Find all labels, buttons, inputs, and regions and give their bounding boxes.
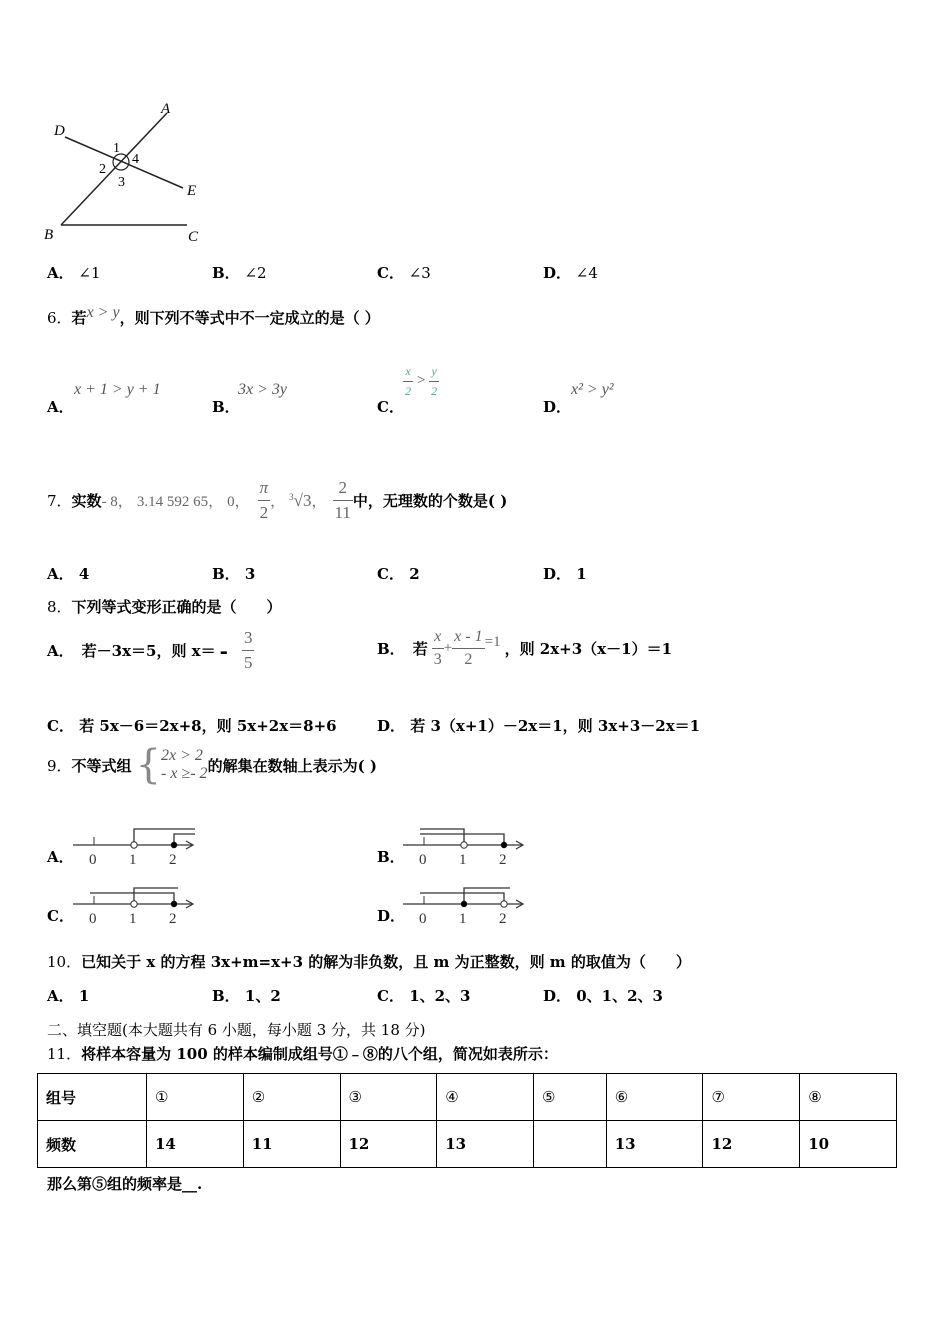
q10-stem <box>47 951 691 972</box>
separator: ， <box>311 494 327 510</box>
option-letter: D． <box>377 717 406 735</box>
table-cell: 频数 <box>38 1121 147 1168</box>
angle-label-2: 2 <box>99 162 106 177</box>
q7-stem <box>47 478 507 523</box>
q5-option-b[interactable] <box>212 262 267 283</box>
tick-label: 0 <box>419 852 427 868</box>
option-letter: B． <box>212 398 240 416</box>
numerator: x <box>434 628 442 645</box>
q7-option-c[interactable] <box>377 563 420 584</box>
minus-sign: - <box>219 638 228 663</box>
option-letter: A． <box>47 848 74 866</box>
q7-option-a[interactable] <box>47 563 89 584</box>
denominator: 5 <box>243 653 253 672</box>
frequency-table <box>37 1073 897 1168</box>
stem-text: 已知关于 x 的方程 3x+m=x+3 的解为非负数，且 m 为正整数，则 m 的取值为（ ） <box>81 953 691 971</box>
inequality-1: 2x > 2 <box>161 747 203 764</box>
table-cell: ① <box>147 1074 244 1121</box>
q7-option-b[interactable] <box>212 563 255 584</box>
q10-option-d[interactable] <box>543 985 663 1006</box>
root-index: 3 <box>289 491 294 502</box>
numerator: π <box>259 478 269 497</box>
tick-label: 1 <box>459 852 467 868</box>
q6-option-a-expr: x + 1 > y + 1 <box>74 381 161 398</box>
denominator: 2 <box>464 651 473 668</box>
option-letter: B． <box>212 264 240 282</box>
numerator: x - 1 <box>454 628 483 645</box>
q8-option-b[interactable] <box>377 628 672 669</box>
question-number: 7． <box>47 492 72 510</box>
q5-option-a[interactable] <box>47 262 101 283</box>
tick-label: 2 <box>499 911 507 927</box>
q6-option-d-expr: x² > y² <box>571 381 614 398</box>
q10-option-a[interactable] <box>47 985 89 1006</box>
table-cell: 13 <box>606 1121 703 1168</box>
equals-one: =1 <box>484 634 501 650</box>
table-cell <box>534 1121 607 1168</box>
section-heading: 二、填空题(本大题共有 6 小题，每小题 3 分，共 18 分) <box>47 1021 426 1039</box>
numerator: y <box>431 364 437 378</box>
tick-label: 1 <box>459 911 467 927</box>
table-cell: ⑦ <box>703 1074 800 1121</box>
q5-option-c[interactable] <box>377 262 431 283</box>
q8-option-d[interactable] <box>377 715 700 736</box>
table-cell: ⑧ <box>800 1074 897 1121</box>
question-number: 10． <box>47 953 82 971</box>
option-letter: C． <box>377 565 404 583</box>
angle-label-4: 4 <box>132 152 139 167</box>
q9-number-line-a <box>70 823 205 868</box>
option-letter: B． <box>212 987 240 1005</box>
option-text: 若 <box>412 640 428 658</box>
option-text: 1、2、3 <box>409 987 471 1005</box>
angle-figure <box>40 95 220 250</box>
numerator: 3 <box>243 628 253 647</box>
table-cell: ③ <box>340 1074 437 1121</box>
q5-option-d[interactable] <box>543 262 598 283</box>
table-cell: 13 <box>437 1121 534 1168</box>
denominator: 2 <box>405 384 411 398</box>
stem-text: 不等式组 <box>71 756 132 775</box>
option-text: 4 <box>78 565 90 583</box>
tick-label: 2 <box>169 852 177 868</box>
tick-label: 2 <box>499 852 507 868</box>
question-number: 11． <box>47 1045 82 1063</box>
option-letter: A． <box>47 642 74 660</box>
table-cell: 组号 <box>38 1074 147 1121</box>
table-row <box>38 1121 897 1168</box>
q7-option-d[interactable] <box>543 563 587 584</box>
option-letter: D． <box>377 907 406 925</box>
label-D: D <box>54 123 65 139</box>
q6-option-b-expr: 3x > 3y <box>238 381 287 398</box>
number-neg8: - 8， <box>101 494 133 510</box>
q9-number-line-b <box>400 823 535 868</box>
angle-label-1: 1 <box>113 141 120 156</box>
q6-option-a[interactable] <box>47 396 74 417</box>
option-letter: D． <box>543 398 572 416</box>
option-letter: D． <box>543 565 572 583</box>
option-text: ∠2 <box>244 264 267 282</box>
tick-label: 2 <box>169 911 177 927</box>
q6-option-c[interactable] <box>377 396 404 417</box>
table-cell: ⑥ <box>606 1074 703 1121</box>
table-row <box>38 1074 897 1121</box>
stem-text: ，则下列不等式中不一定成立的是（ ） <box>119 309 380 327</box>
label-A: A <box>161 101 171 117</box>
option-letter: A． <box>47 398 74 416</box>
tick-label: 1 <box>129 852 137 868</box>
q6-stem <box>47 304 380 328</box>
separator: ， <box>270 494 286 510</box>
label-C: C <box>188 229 199 245</box>
q9-number-line-c <box>70 882 205 927</box>
option-text: 若 3（x+1）－2x＝1，则 3x+3－2x＝1 <box>410 717 701 735</box>
tick-label: 0 <box>89 911 97 927</box>
option-letter: C． <box>377 398 404 416</box>
label-E: E <box>187 183 197 199</box>
stem-text: 的解集在数轴上表示为( ) <box>207 756 377 775</box>
table-cell: ② <box>243 1074 340 1121</box>
option-text: ∠3 <box>408 264 431 282</box>
denominator: 11 <box>334 503 351 522</box>
option-text: 若 5x－6＝2x+8，则 5x+2x＝8+6 <box>79 717 337 735</box>
numerator: x <box>405 364 411 378</box>
q8-option-c[interactable] <box>47 715 337 736</box>
tick-label: 0 <box>419 911 427 927</box>
option-letter: B． <box>377 640 405 658</box>
q6-option-c-expr <box>403 364 439 399</box>
table-cell: ⑤ <box>534 1074 607 1121</box>
option-letter: D． <box>543 987 572 1005</box>
cube-root: √3 <box>293 490 312 510</box>
option-text: 1 <box>78 987 90 1005</box>
stem-text: 若 <box>71 309 87 327</box>
option-text: 若－3x＝5，则 x＝ <box>81 642 216 660</box>
number-zero: 0， <box>227 494 250 510</box>
option-text: ∠1 <box>78 264 101 282</box>
q6-option-b[interactable] <box>212 396 240 417</box>
q9-number-line-d <box>400 882 535 927</box>
q9-stem <box>47 742 377 788</box>
option-text: ∠4 <box>575 264 598 282</box>
option-letter: C． <box>377 264 404 282</box>
option-text: 1、2 <box>244 987 281 1005</box>
table-cell: 10 <box>800 1121 897 1168</box>
brace: { <box>135 742 162 788</box>
option-text: 2 <box>409 565 420 583</box>
number-decimal: 3.14 592 65， <box>136 494 224 510</box>
numerator: 2 <box>338 478 347 497</box>
angle-label-3: 3 <box>118 175 125 190</box>
option-text: 1 <box>576 565 587 583</box>
denominator: 3 <box>433 651 442 668</box>
label-B: B <box>44 227 54 243</box>
q11-stem <box>47 1043 558 1064</box>
q11-tail: 那么第⑤组的频率是__. <box>47 1175 203 1193</box>
stem-text: 实数 <box>71 492 102 510</box>
question-number: 6． <box>47 309 72 327</box>
plus-sign: + <box>443 640 453 656</box>
condition-expr: x > y <box>86 304 120 321</box>
stem-text: 中，无理数的个数是( ) <box>352 492 508 510</box>
tick-label: 1 <box>129 911 137 927</box>
q10-option-b[interactable] <box>212 985 281 1006</box>
option-text: 3 <box>244 565 256 583</box>
option-letter: B． <box>377 848 405 866</box>
option-letter: A． <box>47 987 74 1005</box>
q6-option-d[interactable] <box>543 396 571 417</box>
denominator: 2 <box>431 384 438 398</box>
q8-option-a[interactable] <box>47 628 254 673</box>
option-letter: B． <box>212 565 240 583</box>
option-text: 0、1、2、3 <box>576 987 663 1005</box>
option-text: ，则 2x+3（x－1）＝1 <box>504 640 673 658</box>
table-cell: 14 <box>147 1121 244 1168</box>
option-letter: C． <box>47 717 74 735</box>
stem-text: 下列等式变形正确的是（ ） <box>71 598 282 616</box>
table-cell: 12 <box>340 1121 437 1168</box>
question-number: 9． <box>47 756 72 775</box>
option-letter: A． <box>47 264 74 282</box>
inequality-2: - x ≥- 2 <box>161 765 208 782</box>
gt-sign: > <box>416 372 427 389</box>
question-number: 8． <box>47 598 72 616</box>
stem-text: 将样本容量为 100 的样本编制成组号①﹣⑧的八个组，简况如表所示： <box>81 1045 558 1063</box>
option-letter: A． <box>47 565 74 583</box>
table-cell: ④ <box>437 1074 534 1121</box>
option-letter: C． <box>377 987 404 1005</box>
option-letter: D． <box>543 264 572 282</box>
table-cell: 11 <box>243 1121 340 1168</box>
tick-label: 0 <box>89 852 97 868</box>
q8-stem <box>47 596 282 617</box>
table-cell: 12 <box>703 1121 800 1168</box>
q10-option-c[interactable] <box>377 985 471 1006</box>
option-letter: C． <box>47 907 74 925</box>
denominator: 2 <box>259 503 269 522</box>
